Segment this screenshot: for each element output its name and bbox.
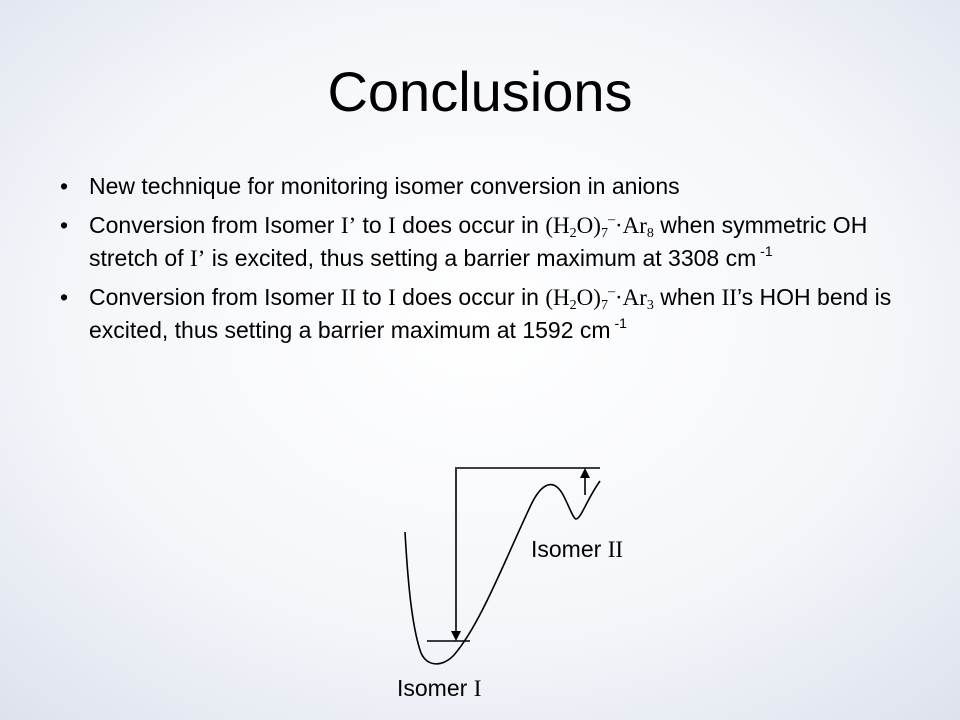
bullet-text: Conversion from Isomer II to I does occur in $(H_2O)_7^-\cdot Ar_3$ when II’s HOH bend is excited, thus setting a barrier maximum at 1592 cm $^{-1}$	[89, 284, 892, 343]
bullet-list	[60, 170, 910, 353]
arrowhead-down	[451, 631, 461, 641]
bullet-item-technique	[60, 170, 910, 203]
bullet-marker: •	[60, 212, 69, 238]
isomer-symbol: II	[340, 285, 357, 310]
isomer-symbol: I’	[189, 246, 206, 271]
unit-exponent: -1	[756, 243, 773, 259]
isomer-symbol: I’	[340, 213, 357, 238]
label-isomer-ii: Isomer II	[531, 536, 624, 562]
chemical-formula: $(H_2O)_7^-\cdot Ar_3$	[545, 284, 654, 313]
bullet-item-conversion-isomer-ii	[60, 281, 910, 347]
isomer-symbol: II	[721, 285, 737, 310]
bullet-item-conversion-isomer-i-prime	[60, 209, 910, 275]
bullet-marker: •	[60, 173, 69, 199]
bullet-marker: •	[60, 284, 69, 310]
potential-energy-curve	[405, 481, 600, 664]
unit-exponent: -1	[610, 315, 627, 331]
arrowhead-up	[580, 468, 590, 478]
label-isomer-i: Isomer I	[397, 675, 482, 701]
isomer-symbol: I	[388, 213, 396, 238]
chemical-formula: $(H_2O)_7^-\cdot Ar_8$	[545, 212, 654, 241]
isomer-symbol: I	[388, 285, 396, 310]
bullet-text: Conversion from Isomer I’ to I does occur in $(H_2O)_7^-\cdot Ar_8$ when symmetric OH stretch of I’ is excited, thus setting a barrier maximum at 3308 cm $^{-1}$	[89, 212, 868, 271]
potential-energy-diagram	[390, 455, 630, 680]
bullet-text: New technique for monitoring isomer conversion in anions	[89, 173, 680, 199]
slide-title: Conclusions	[327, 60, 633, 123]
